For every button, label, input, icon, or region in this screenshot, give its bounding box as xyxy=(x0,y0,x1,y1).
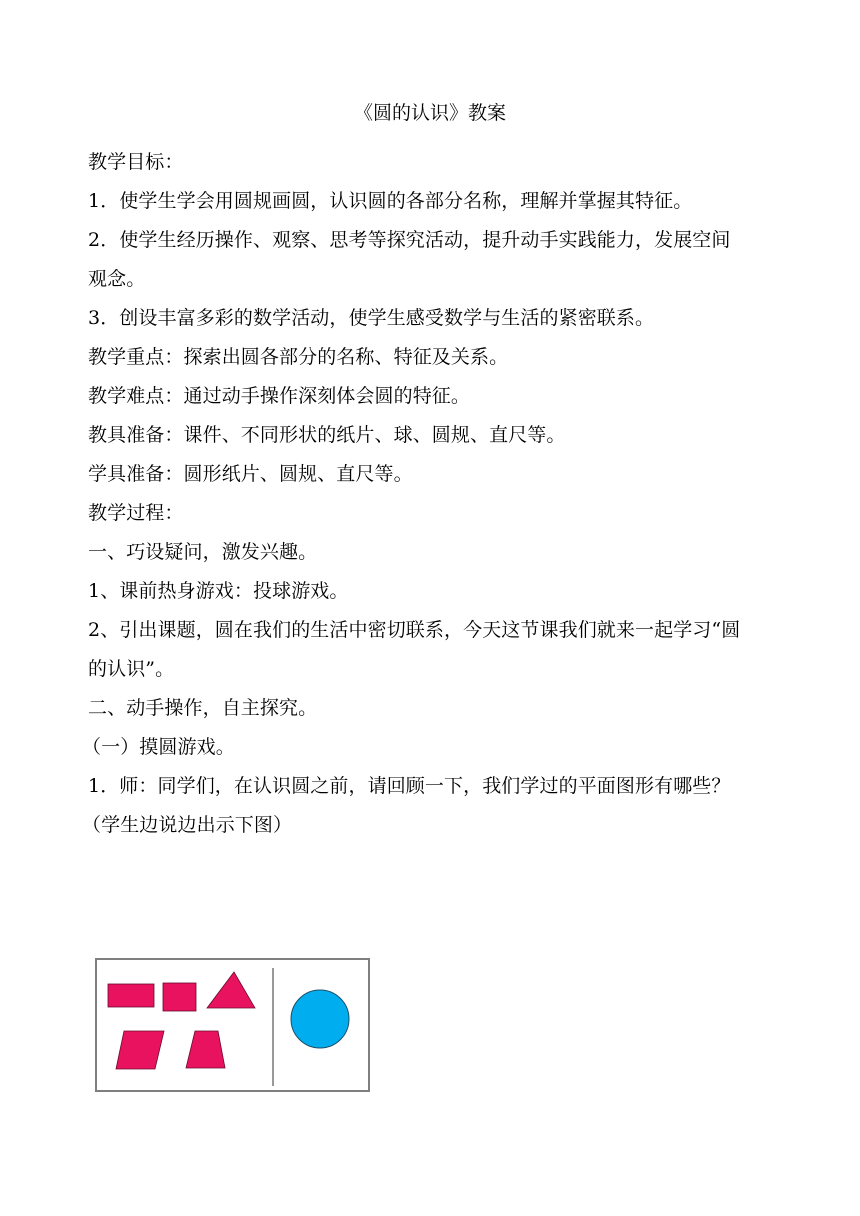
parallelogram-shape xyxy=(116,1031,164,1069)
objective-3: 3．创设丰富多彩的数学活动，使学生感受数学与生活的紧密联系。 xyxy=(88,307,655,329)
section-heading-objectives: 教学目标： xyxy=(88,151,184,173)
step-2-heading: 二、动手操作，自主探究。 xyxy=(88,697,318,719)
step-2-item-1: 1．师：同学们，在认识圆之前，请回顾一下，我们学过的平面图形有哪些？ xyxy=(88,775,731,797)
learning-aids: 学具准备：圆形纸片、圆规、直尺等。 xyxy=(88,463,413,485)
step-1-item-1: 1、课前热身游戏：投球游戏。 xyxy=(88,580,349,602)
step-2-item-1-note: （学生边说边出示下图） xyxy=(82,814,293,836)
document-title: 《圆的认识》教案 xyxy=(353,102,506,124)
difficult-point: 教学难点：通过动手操作深刻体会圆的特征。 xyxy=(88,385,471,407)
teaching-aids: 教具准备：课件、不同形状的纸片、球、圆规、直尺等。 xyxy=(88,424,566,446)
trapezoid-shape xyxy=(186,1031,225,1068)
triangle-shape xyxy=(207,972,255,1008)
plane-shapes-figure xyxy=(95,958,370,1092)
circle-shape xyxy=(291,990,349,1048)
plane-shapes-illustration xyxy=(97,960,368,1090)
document-body xyxy=(82,143,778,845)
rectangle-shape xyxy=(108,984,154,1007)
objective-1: 1．使学生学会用圆规画圆，认识圆的各部分名称，理解并掌握其特征。 xyxy=(88,190,693,212)
step-1-item-2-part-2: 的认识”。 xyxy=(88,658,175,680)
objective-2-part-1: 2．使学生经历操作、观察、思考等探究活动，提升动手实践能力，发展空间 xyxy=(88,229,731,251)
square-shape xyxy=(163,983,196,1011)
objective-2-part-2: 观念。 xyxy=(88,268,146,290)
step-1-heading: 一、巧设疑问，激发兴趣。 xyxy=(88,541,318,563)
step-2-subheading: （一）摸圆游戏。 xyxy=(82,736,235,758)
section-heading-process: 教学过程： xyxy=(88,502,184,524)
step-1-item-2-part-1: 2、引出课题，圆在我们的生活中密切联系，今天这节课我们就来一起学习“圆 xyxy=(88,619,741,641)
key-point: 教学重点：探索出圆各部分的名称、特征及关系。 xyxy=(88,346,509,368)
